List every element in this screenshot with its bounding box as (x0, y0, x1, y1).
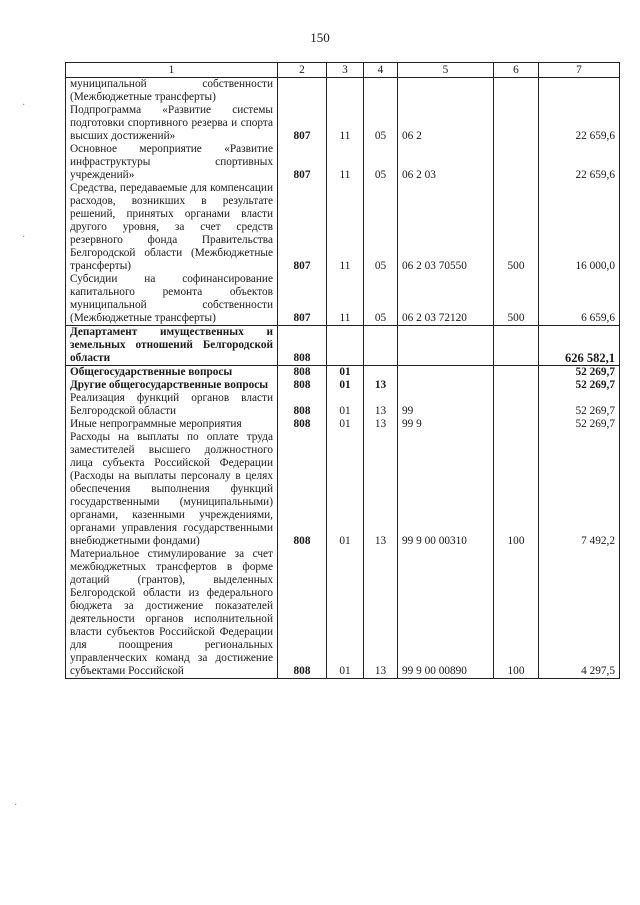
table-row (66, 366, 620, 380)
cell-name: Субсидии на софинансирование капитального ремонта объектов муниципальной собственности (Межбюджетные трансферты) (66, 273, 278, 326)
cell-c5: 99 9 00 00890 (398, 548, 494, 679)
header-col-3: 3 (327, 63, 364, 78)
cell-name: Материальное стимулирование за счет межбюджетных трансфертов в форме дотаций (грантов), выделенных Белгородской области из федерального бюджета за достижение показателей деятельности органов исполнительной власти субъектов Российской Федерации для поощрения региональных управленческих команд за достижение субъектами Российской (66, 548, 278, 679)
cell-c7: 52 269,7 (539, 379, 620, 392)
cell-c6: 100 (494, 431, 539, 548)
cell-c6 (494, 104, 539, 143)
cell-c7: 7 492,2 (539, 431, 620, 548)
cell-c5: 06 2 (398, 104, 494, 143)
cell-c4: 05 (364, 104, 398, 143)
cell-c7: 52 269,7 (539, 366, 620, 380)
cell-c5 (398, 366, 494, 380)
cell-c3: 01 (327, 366, 364, 380)
cell-name: Департамент имущественных и земельных отношений Белгородской области (66, 326, 278, 366)
cell-c5: 06 2 03 72120 (398, 273, 494, 326)
header-col-2: 2 (278, 63, 327, 78)
cell-c4: 05 (364, 182, 398, 273)
cell-c6 (494, 143, 539, 182)
header-col-1: 1 (66, 63, 278, 78)
table-row (66, 273, 620, 326)
cell-c5: 06 2 03 (398, 143, 494, 182)
cell-c2: 808 (278, 548, 327, 679)
cell-c4 (364, 78, 398, 105)
cell-c3: 01 (327, 431, 364, 548)
cell-c7: 626 582,1 (539, 326, 620, 366)
cell-c6 (494, 78, 539, 105)
table-row (66, 78, 620, 105)
header-col-6: 6 (494, 63, 539, 78)
cell-c7 (539, 78, 620, 105)
header-col-4: 4 (364, 63, 398, 78)
table-row (66, 182, 620, 273)
cell-c2: 808 (278, 431, 327, 548)
cell-c2: 807 (278, 104, 327, 143)
cell-c3: 11 (327, 182, 364, 273)
cell-c2: 807 (278, 182, 327, 273)
cell-c3: 01 (327, 379, 364, 392)
cell-c2: 808 (278, 326, 327, 366)
cell-c4: 13 (364, 418, 398, 431)
table-row (66, 379, 620, 392)
cell-c6: 500 (494, 182, 539, 273)
cell-c5: 06 2 03 70550 (398, 182, 494, 273)
cell-name: Реализация функций органов власти Белгородской области (66, 392, 278, 418)
cell-c3: 11 (327, 104, 364, 143)
cell-name: Основное мероприятие «Развитие инфраструктуры спортивных учреждений» (66, 143, 278, 182)
table-row (66, 143, 620, 182)
cell-c6 (494, 366, 539, 380)
cell-c4: 13 (364, 379, 398, 392)
cell-c3: 01 (327, 392, 364, 418)
cell-c7: 6 659,6 (539, 273, 620, 326)
cell-c6: 500 (494, 273, 539, 326)
cell-c7: 52 269,7 (539, 392, 620, 418)
cell-c5 (398, 326, 494, 366)
cell-c4: 13 (364, 431, 398, 548)
cell-name: муниципальной собственности (Межбюджетные трансферты) (66, 78, 278, 105)
cell-name: Общегосударственные вопросы (66, 366, 278, 380)
header-col-7: 7 (539, 63, 620, 78)
cell-c2: 807 (278, 273, 327, 326)
cell-c7: 16 000,0 (539, 182, 620, 273)
cell-c4 (364, 326, 398, 366)
cell-c3: 01 (327, 548, 364, 679)
page-number: 150 (310, 30, 330, 45)
cell-c6 (494, 379, 539, 392)
budget-table (65, 62, 620, 679)
cell-c7: 52 269,7 (539, 418, 620, 431)
cell-c4: 13 (364, 548, 398, 679)
cell-name: Подпрограмма «Развитие системы подготовки спортивного резерва и спорта высших достижений» (66, 104, 278, 143)
cell-c4: 13 (364, 392, 398, 418)
cell-c5 (398, 379, 494, 392)
cell-c2: 808 (278, 418, 327, 431)
cell-c7: 22 659,6 (539, 143, 620, 182)
header-row (66, 63, 620, 78)
table-row (66, 326, 620, 366)
cell-c5: 99 (398, 392, 494, 418)
cell-c2: 807 (278, 143, 327, 182)
cell-c2: 808 (278, 366, 327, 380)
cell-c3: 01 (327, 418, 364, 431)
table-row (66, 548, 620, 679)
cell-name: Иные непрограммные мероприятия (66, 418, 278, 431)
cell-c6 (494, 392, 539, 418)
cell-c2 (278, 78, 327, 105)
cell-c5: 99 9 00 00310 (398, 431, 494, 548)
margin-dot: · (22, 100, 26, 111)
cell-c6: 100 (494, 548, 539, 679)
header-col-5: 5 (398, 63, 494, 78)
cell-c4 (364, 366, 398, 380)
cell-name: Средства, передаваемые для компенсации расходов, возникших в результате решений, принятых органами власти другого уровня, за счет средств резервного фонда Правительства Белгородской области (Межбюджетные трансферты) (66, 182, 278, 273)
cell-c6 (494, 326, 539, 366)
table-row (66, 104, 620, 143)
cell-c3: 11 (327, 273, 364, 326)
cell-c5 (398, 78, 494, 105)
table-row (66, 418, 620, 431)
cell-name: Другие общегосударственные вопросы (66, 379, 278, 392)
table-row (66, 431, 620, 548)
cell-c5: 99 9 (398, 418, 494, 431)
margin-dot: · (14, 800, 18, 811)
cell-c3 (327, 326, 364, 366)
cell-c4: 05 (364, 273, 398, 326)
margin-dot: · (22, 232, 26, 243)
cell-c6 (494, 418, 539, 431)
cell-c4: 05 (364, 143, 398, 182)
cell-c2: 808 (278, 392, 327, 418)
cell-c2: 808 (278, 379, 327, 392)
cell-c3: 11 (327, 143, 364, 182)
cell-c3 (327, 78, 364, 105)
cell-c7: 4 297,5 (539, 548, 620, 679)
cell-c7: 22 659,6 (539, 104, 620, 143)
table-row (66, 392, 620, 418)
cell-name: Расходы на выплаты по оплате труда заместителей высшего должностного лица субъекта Российской Федерации (Расходы на выплаты персоналу в целях обеспечения выполнения функций государственными (муниципальными) органами, казенными учреждениями, органами управления государственными внебюджетными фондами) (66, 431, 278, 548)
